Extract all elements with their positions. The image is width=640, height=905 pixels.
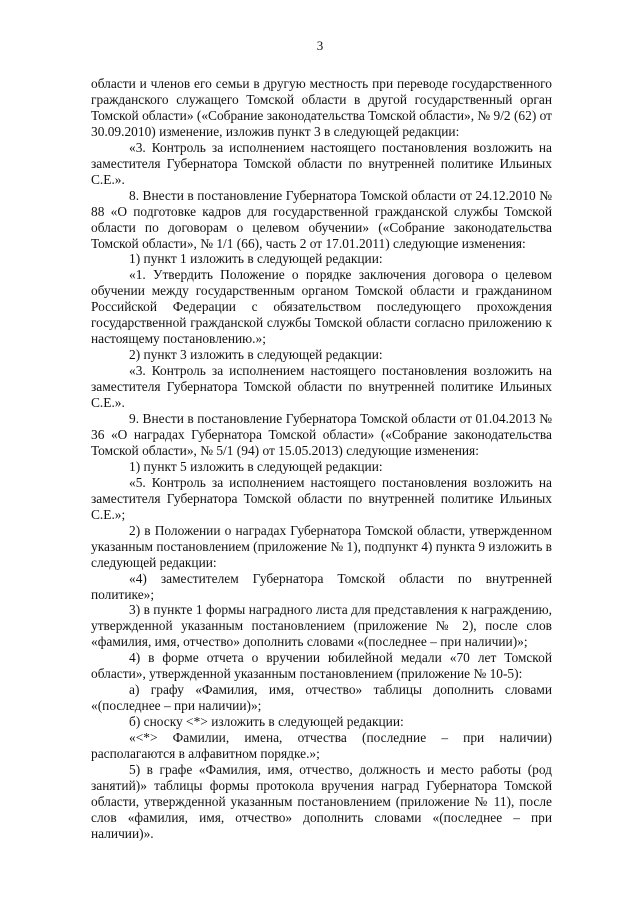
paragraph: «<*> Фамилии, имена, отчества (последние – при наличии) располагаются в алфавитном порядке.»; bbox=[91, 730, 552, 762]
paragraph: 1) пункт 1 изложить в следующей редакции: bbox=[129, 251, 383, 267]
paragraph-continuation: области и членов его семьи в другую местность при переводе государственного гражданского служащего Томской области в другой государственный орган Томской области» («Собрание законодательства Томской области», № 9/2 (62) от 30.09.2010) изменение, изложив пункт 3 в следующей редакции: bbox=[91, 76, 553, 139]
paragraph: 3) в пункте 1 формы наградного листа для представления к награждению, утвержденной указанным постановлением (приложение № 2), после слов «фамилия, имя, отчество» дополнить словами «(последнее – при наличии)»; bbox=[91, 602, 552, 650]
document-body bbox=[91, 76, 552, 842]
paragraph: 4) в форме отчета о вручении юбилейной медали «70 лет Томской области», утвержденной указанным постановлением (приложение № 10-5): bbox=[91, 650, 552, 682]
paragraph-item-9: 9. Внести в постановление Губернатора Томской области от 01.04.2013 № 36 «О наградах Губернатора Томской области» («Собрание законодательства Томской области», № 5/1 (94) от 15.05.2013) следующие изменения: bbox=[91, 411, 552, 458]
paragraph: «3. Контроль за исполнением настоящего постановления возложить на заместителя Губернатора Томской области по внутренней политике Ильиных С.Е.». bbox=[91, 139, 552, 187]
paragraph: «5. Контроль за исполнением настоящего постановления возложить на заместителя Губернатора Томской области по внутренней политике Ильиных С.Е.»; bbox=[91, 474, 552, 522]
page-number: 3 bbox=[316, 38, 324, 53]
paragraph: 2) пункт 3 изложить в следующей редакции: bbox=[129, 347, 383, 363]
paragraph-item-8: 8. Внести в постановление Губернатора Томской области от 24.12.2010 № 88 «О подготовке кадров для государственной гражданской службы Томской области по договорам о целевом обучении» («Собрание законодательства Томской области», № 1/1 (66), часть 2 от 17.01.2011) следующие изменения: bbox=[91, 187, 552, 251]
paragraph: 2) в Положении о наградах Губернатора Томской области, утвержденном указанным постановлением (приложение № 1), подпункт 4) пункта 9 изложить в следующей редакции: bbox=[91, 522, 552, 570]
paragraph: «1. Утвердить Положение о порядке заключения договора о целевом обучении между государственным органом Томской области и гражданином Российской Федерации с обязательством последующего прохождения государственной гражданской службы Томской области согласно приложению к настоящему постановлению.»; bbox=[91, 267, 552, 347]
paragraph: 5) в графе «Фамилия, имя, отчество, должность и место работы (род занятий)» таблицы формы протокола вручения наград Губернатора Томской области, утвержденной указанным постановлением (приложение № 11), после слов «фамилия, имя, отчество» дополнить словами «(последнее – при наличии)». bbox=[91, 761, 552, 841]
paragraph: 1) пункт 5 изложить в следующей редакции: bbox=[129, 458, 383, 474]
paragraph: «3. Контроль за исполнением настоящего постановления возложить на заместителя Губернатора Томской области по внутренней политике Ильиных С.Е.». bbox=[91, 363, 552, 411]
paragraph: б) сноску <*> изложить в следующей редакции: bbox=[129, 714, 404, 730]
paragraph: а) графу «Фамилия, имя, отчество» таблицы дополнить словами «(последнее – при наличии)»; bbox=[91, 682, 552, 714]
paragraph: «4) заместителем Губернатора Томской области по внутренней политике»; bbox=[91, 570, 552, 602]
